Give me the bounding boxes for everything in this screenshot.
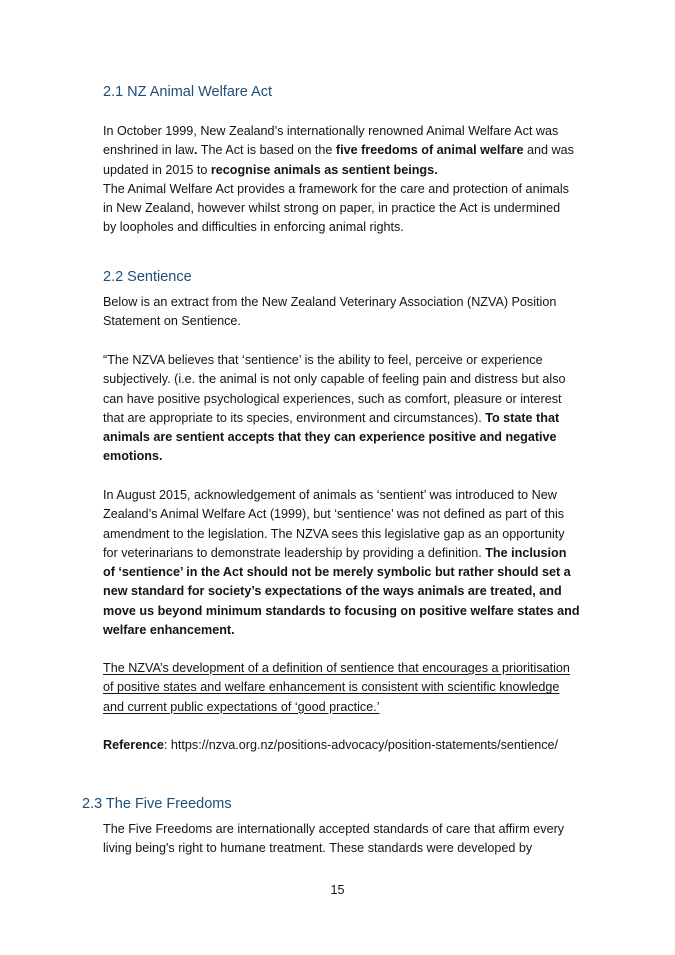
text-line: welfare enhancement. (103, 623, 235, 638)
reference-url[interactable]: : https://nzva.org.nz/positions-advocacy/position-statements/sentience/ (163, 738, 559, 752)
text-line: animals are sentient accepts that they can experience positive and negative (103, 430, 557, 445)
text-line: living being's right to humane treatment. These standards were developed by (103, 841, 533, 856)
text-line: In October 1999, New Zealand’s internationally renowned Animal Welfare Act was (103, 124, 559, 138)
text-line: Below is an extract from the New Zealand Veterinary Association (NZVA) Position (103, 295, 557, 309)
text-line: In August 2015, acknowledgement of animals as ‘sentient’ was introduced to New (103, 488, 557, 502)
text-line: The Animal Welfare Act provides a framework for the care and protection of animals (103, 181, 569, 196)
text-line: of positive states and welfare enhancement is consistent with scientific knowledge (103, 680, 560, 695)
amendment-paragraph (103, 486, 603, 640)
text-line: for veterinarians to demonstrate leadership by providing a definition. The inclusion (103, 545, 567, 560)
nzva-quote (103, 351, 603, 467)
text-line: subjectively. (i.e. the animal is not only capable of feeling pain and distress but also (103, 372, 566, 387)
text-line: new standard for society’s expectations of the ways animals are treated, and (103, 584, 562, 599)
text-line: that are appropriate to its species, environment and circumstances). To state that (103, 410, 560, 425)
text-line: and current public expectations of ‘good practice.’ (103, 699, 380, 714)
text-line: emotions. (103, 449, 163, 464)
text-line: amendment to the legislation. The NZVA sees this legislative gap as an opportunity (103, 526, 565, 541)
text-line: Statement on Sentience. (103, 314, 241, 329)
text-line: Zealand’s Animal Welfare Act (1999), but ‘sentience’ was not defined as part of this (103, 507, 565, 522)
section-2-1-heading: 2.1 NZ Animal Welfare Act (103, 84, 272, 100)
section-2-3-paragraph (103, 820, 603, 859)
reference-line (103, 736, 603, 755)
text-line: move us beyond minimum standards to focusing on positive welfare states and (103, 603, 580, 618)
conclusion-paragraph (103, 659, 603, 717)
text-line: in New Zealand, however whilst strong on paper, in practice the Act is undermined (103, 201, 561, 216)
text-line: The NZVA’s development of a definition of sentience that encourages a prioritisation (103, 661, 570, 675)
text-line: of ‘sentience’ in the Act should not be merely symbolic but rather should set a (103, 565, 571, 580)
text-line: enshrined in law. The Act is based on the five freedoms of animal welfare and was (103, 143, 574, 158)
section-2-2-heading: 2.2 Sentience (103, 269, 192, 285)
section-2-1-paragraph (103, 122, 603, 238)
section-2-2-intro (103, 293, 603, 332)
text-line: The Five Freedoms are internationally accepted standards of care that affirm every (103, 822, 565, 836)
text-line: by loopholes and difficulties in enforcing animal rights. (103, 220, 404, 235)
reference-label: Reference (103, 738, 164, 752)
section-2-3-heading: 2.3 The Five Freedoms (82, 796, 232, 812)
text-line: “The NZVA believes that ‘sentience’ is the ability to feel, perceive or experience (103, 353, 543, 367)
page-number: 15 (330, 883, 345, 897)
text-line: can have positive psychological experiences, such as comfort, pleasure or interest (103, 391, 562, 406)
text-line: updated in 2015 to recognise animals as sentient beings. (103, 162, 438, 177)
